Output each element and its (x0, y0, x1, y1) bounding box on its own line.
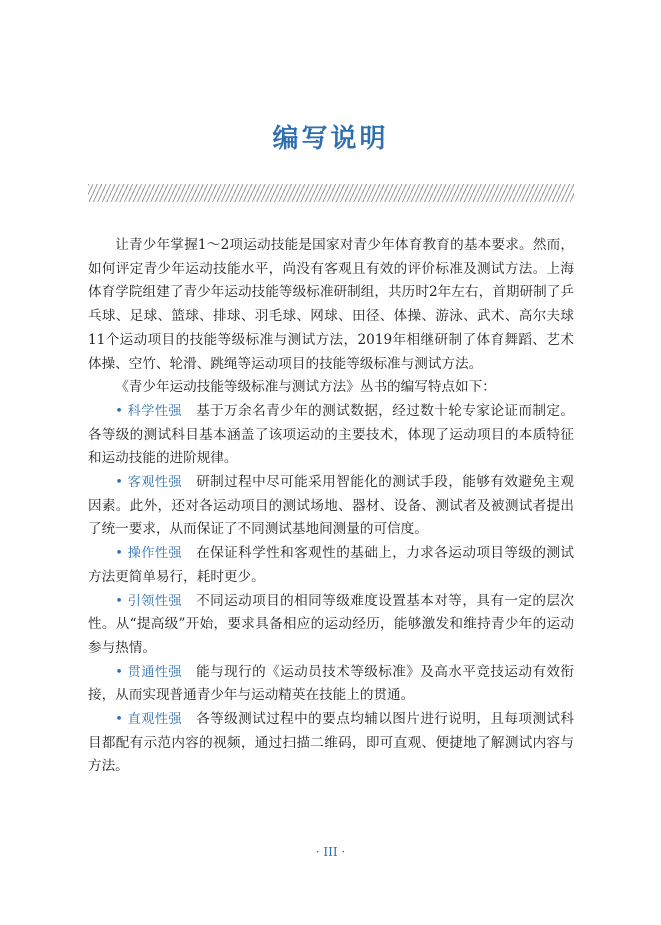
feature-label: 贯通性强 (127, 664, 183, 680)
feature-item-leading (88, 590, 574, 661)
intro-paragraph: 让青少年掌握1～2项运动技能是国家对青少年体育教育的基本要求。然而，如何评定青少年运动技能水平，尚没有客观且有效的评价标准及测试方法。上海体育学院组建了青少年运动技能等级标准研制组，共历时2年左右，首期研制了乒乓球、足球、篮球、排球、羽毛球、网球、田径、体操、游泳、武术、高尔夫球11个运动项目的技能等级标准与测试方法，2019年相继研制了体育舞蹈、艺术体操、空竹、轮滑、跳绳等运动项目的技能等级标准与测试方法。 (88, 237, 574, 372)
feature-text: 各等级测试过程中的要点均辅以图片进行说明，且每项测试科目都配有示范内容的视频，通过扫描二维码，即可直观、便捷地了解测试内容与方法。 (88, 711, 575, 775)
feature-label: 客观性强 (127, 475, 183, 491)
feature-text: 在保证科学性和客观性的基础上，力求各运动项目等级的测试方法更简单易行，耗时更少。 (88, 545, 575, 585)
bullet-icon: • (115, 712, 123, 728)
bullet-icon: • (115, 664, 123, 680)
page-number: · III · (315, 845, 346, 859)
body-text (88, 234, 574, 779)
hatched-divider (88, 184, 574, 202)
series-features-intro: 《青少年运动技能等级标准与测试方法》丛书的编写特点如下： (115, 379, 496, 396)
bullet-icon: • (115, 593, 123, 609)
feature-text: 基于万余名青少年的测试数据，经过数十轮专家论证而制定。各等级的测试科目基本涵盖了该项运动的主要技术，体现了运动项目的本质特征和运动技能的进阶规律。 (88, 402, 575, 467)
page-title: 编写说明 (272, 124, 389, 154)
bullet-icon: • (115, 546, 123, 562)
feature-item-scientific (88, 400, 574, 471)
feature-label: 科学性强 (127, 403, 183, 419)
feature-item-objective (88, 471, 574, 542)
feature-label: 引领性强 (127, 593, 183, 609)
feature-text: 研制过程中尽可能采用智能化的测试手段，能够有效避免主观因素。此外，还对各运动项目的测试场地、器材、设备、测试者及被测试者提出了统一要求，从而保证了不同测试基地间测量的可信度。 (88, 474, 575, 538)
feature-item-intuitive (88, 708, 574, 779)
bullet-icon: • (115, 475, 123, 491)
feature-text: 不同运动项目的相同等级难度设置基本对等，具有一定的层次性。从“提高级”开始，要求具备相应的运动经历，能够激发和维持青少年的运动参与热情。 (88, 592, 575, 656)
feature-item-connected (88, 661, 574, 708)
feature-text: 能与现行的《运动员技术等级标准》及高水平竞技运动有效衔接，从而实现普通青少年与运动精英在技能上的贯通。 (88, 663, 575, 704)
bullet-icon: • (115, 403, 123, 419)
feature-item-operable (88, 542, 574, 589)
feature-label: 直观性强 (127, 712, 183, 728)
feature-label: 操作性强 (127, 546, 183, 562)
